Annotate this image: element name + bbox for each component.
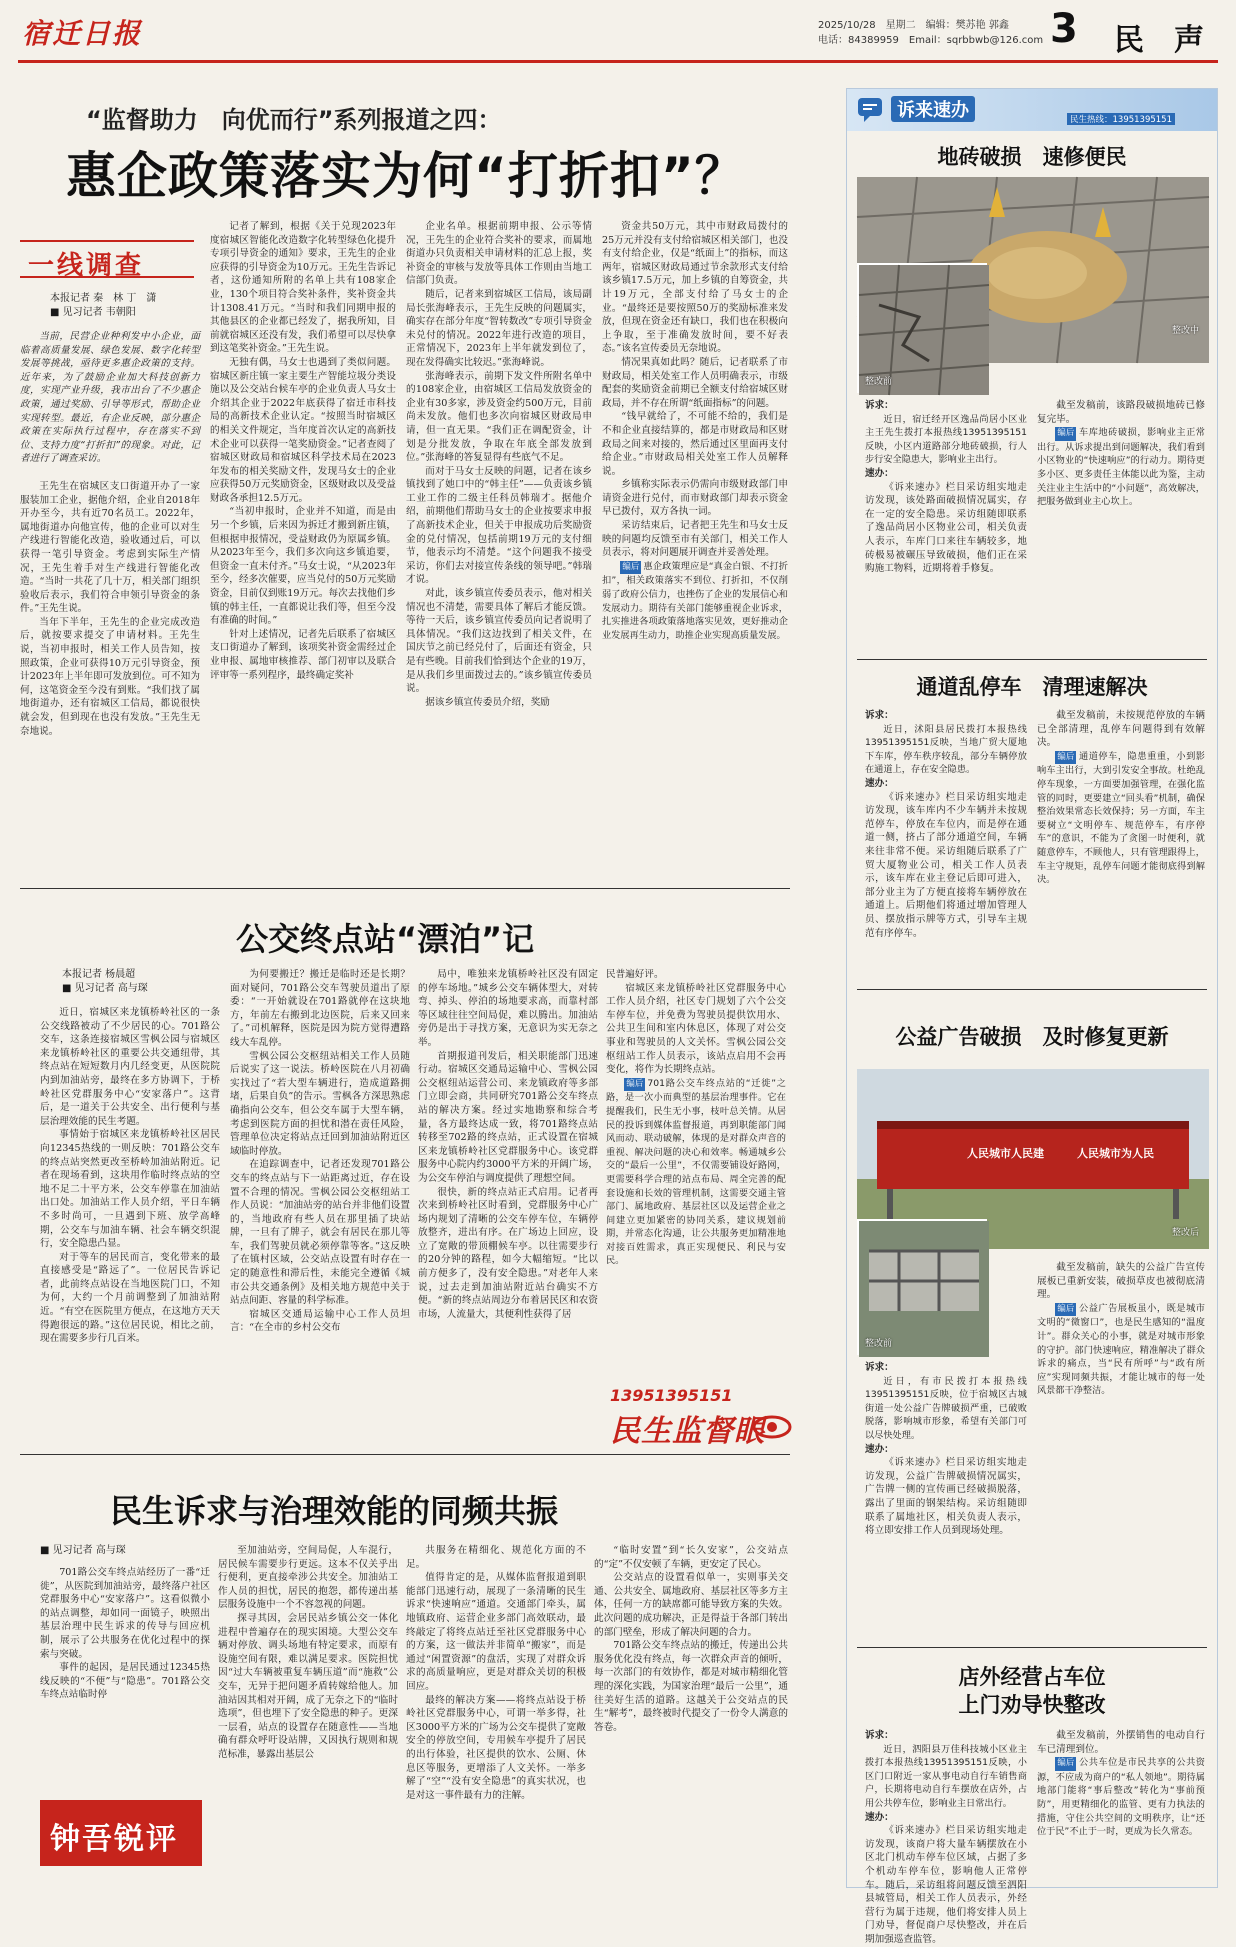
- paragraph: 企业名单。根据前期申报、公示等情况，王先生的企业符合奖补的要求，而属地街道办只负责相关申请材料的汇总上报，奖补资金的审核与发放等具体工作则由当地工信部门负责。: [406, 221, 592, 287]
- commentary-col-4: [594, 1544, 788, 1884]
- paragraph: 值得肯定的是，从媒体监督报道到职能部门迅速行动，展现了一条清晰的民生诉求“快速响应”通道。交通部门牵头，属地镇政府、运营企业多部门高效联动，最终敲定了将终点站迁至社区党群服务中心的方案，这一做法并非简单“搬家”，而是通过“闲置资源”的盘活，实现了对群众诉求的高质量响应，更是对群众关切的积极回应。: [406, 1572, 586, 1692]
- paragraph: “临时安置”到“长久安家”，公交站点的“定”不仅安顿了车辆，更安定了民心。: [594, 1545, 788, 1570]
- paragraph: 为何要搬迁？搬迁是临时还是长期？面对疑问，701路公交车驾驶员道出了原委：“一开始就设在701路就停在这块地方，年前左右搬到北边医院，后来又回来了。”司机解释，医院是因为院方觉得遭路线大车乱停。: [230, 969, 410, 1048]
- paragraph: 情况果真如此吗？随后，记者联系了市财政局，相关处室工作人员明确表示，市级配套的奖励资金前期已全额支付给宿城区财政局，并不存在所谓“纸面指标”的问题。: [602, 356, 788, 409]
- sidebar-comment: [1037, 750, 1205, 887]
- contact-line: 电话：84389959 Email：sqrbbwb@126.com: [818, 35, 1044, 46]
- sidebar-comment: [1037, 426, 1205, 509]
- editor-comment-text: 惠企政策理应是“真金白银、不打折扣”，相关政策落实不到位、打折扣，不仅削弱了政府公信力，也挫伤了企业的发展信心和发展动力。期待有关部门能够重视企业诉求，扎实推进各项政策落地落实见效，更好推动企业发展再生动力，助推企业实现高质量发展。: [602, 560, 788, 641]
- comment-text: 车库地砖破损，影响业主正常出行。从诉求提出到问题解决，我们看到小区物业的“快速响应”的行动力。期待更多小区、更多责任主体能以此为鉴，主动关注业主生活中的“小问题”，高效解决，把服务做到业主心坎上。: [1037, 427, 1205, 508]
- hotline-label: 民生监督眼: [610, 1414, 765, 1449]
- main-col-4: [602, 220, 788, 870]
- paragraph: 公交站点的设置看似单一，实则事关交通、公共安全、属地政府、基层社区等多方主体，任何一方的缺席都可能导致方案的失效。此次问题的成功解决，正是得益于各部门转出的部门壁垒，形成了解决问题的合力。: [594, 1572, 788, 1638]
- paragraph: 事件的起因，是居民通过12345热线反映的“不便”与“隐患”。701路公交车终点站临时停: [40, 1662, 210, 1701]
- paragraph: “当初申报时，企业并不知道，而是由另一个乡镇，后来因为拆迁才搬到新庄镇，但根据申报情况，受益财政仍为原属乡镇。从2023年至今，我们多次向这乡镇追要，但资金一直未付齐。”马女士说，“从2023年至今，经多次催要，应当兑付的50万元奖励资金，目前仅到账19万元。每次去找他们乡镇的韩主任，一直都说让我们等，但至今没有准确的时间。”: [210, 506, 396, 627]
- photo-caption: 整改前: [865, 1339, 893, 1349]
- sidebar-story-2-col-a: [865, 709, 1027, 979]
- editor-comment-text: 701路公交车终点站的“迁徙”之路，是一次小而典型的基层治理事件。它在提醒我们，民生无小事，枝叶总关情。从居民的投诉到媒体监督报道，再到职能部门闻风而动、联动破解，体现的是对群众声音的重视、解决问题的决心和效率。畅通城乡公交的“最后一公里”，不仅需要铺设好路网，更需要科学合理的站点布局、周全完善的配套设施和长效的管理机制，这需要交通主管部门、属地政府、基层社区以及运营企业之间建立更加紧密的协同关系，建议规划前期，并常态化沟通，让公共服务更加精准地对接百姓需求，真正实现便民、利民与安民。: [606, 1077, 786, 1267]
- bus-col-1: [40, 1006, 220, 1444]
- sidebar-story-title: 通道乱停车 清理速解决: [916, 675, 1148, 699]
- comment-text: 公益广告展板虽小，既是城市文明的“微窗口”，也是民生感知的“温度计”。群众关心的小事，就是对城市形象的守护。部门快速响应，精准解决了群众诉求的痛点，当“民有所呼”与“政有所应”实现同频共振，才能让城市的每一处风景都干净整洁。: [1037, 1302, 1205, 1397]
- commentary-col-1: [40, 1566, 210, 1792]
- paragraph: 701路公交车终点站经历了一番“迁徙”，从医院到加油站旁，最终落户社区党群服务中心“安家落户”。这看似微小的站点调整，却如同一面镜子，映照出基层治理中民生诉求的传导与回应机制，展示了公共服务在优化过程中的探索与突破。: [40, 1567, 210, 1660]
- paragraph: 事情始于宿城区来龙镇桥岭社区居民向12345热线的一则反映：701路公交车的终点站突然更改至桥岭加油站附近。记者在现场看到，这块用作临时终点站的空地不足二十平方米，公交车停靠在加油站出口处。加油站工作人员介绍，平日车辆不多时尚可，一旦遇到下班、放学高峰期，公交车与加油车辆、社会车辆交织混行，安全隐患凸显。: [40, 1129, 220, 1250]
- photo-billboard-before: [857, 1219, 987, 1355]
- sidebar-divider: [857, 1647, 1207, 1648]
- appeal-label: 诉求：: [865, 1730, 894, 1741]
- paragraph: 当年下半年，王先生的企业完成改造后，就按要求提交了申请材料。王先生说，当初申报时，相关工作人员告知，按照政策，企业可获得10万元引导资金，预计2023年上半年即可发放到位。可不知为何，这笔资金至今没有到账。“我们找了属地街道办，还有宿城区工信局，都说很快就会发，但到现在也没有发放。”王先生无奈地说。: [20, 616, 200, 737]
- paragraph: 资金共50万元，其中市财政局拨付的25万元并没有支付给宿城区相关部门，也没有支付给企业，仅是“纸面上”的指标，而这两年，宿城区财政局通过节余款形式支付给该乡镇17.5万元，加上乡镇的自筹资金，共计19万元，全部支付给了马女士的企业。“最终还是要按照50万的奖励标准来发放，但现在资金还有缺口，我们也在积极向上争取，至于准确发放时间，要不好表态。”该名宣传委员无奈地说。: [602, 221, 788, 355]
- paragraph: 据该乡镇宣传委员介绍，奖励: [425, 696, 550, 708]
- headline: 惠企政策落实为何“打折扣”？: [66, 147, 746, 205]
- sidebar-banner-title: 诉来速办: [891, 96, 975, 122]
- byline-line: ■ 见习记者 高与琛: [62, 983, 148, 994]
- section-name: 民 声: [1114, 23, 1204, 58]
- main-col-1: [20, 330, 200, 870]
- speed-text: 《诉来速办》栏目采访组实地走访发现，该商户将大量车辆摆放在小区北门机动车停车位区域，占据了多个机动车停车位，影响他人正常停车。随后，采访组将问题反馈至泗阳县城管局，相关工作人员表示，外经营行为属于违规，他们将安排人员上门劝导，督促商户尽快整改，并在后期加强巡查监管。: [865, 1825, 1027, 1945]
- eye-icon: [752, 1414, 792, 1440]
- survey-badge-text: 一线调查: [28, 251, 145, 281]
- bus-story-title: 公交终点站“漂泊”记: [236, 920, 535, 958]
- result-text: 截至发稿前，该路段破损地砖已修复完毕。: [1037, 400, 1205, 425]
- paragraph: 无独有偶，马女士也遇到了类似问题。宿城区新庄镇一家主要生产智能垃圾分类设施以及公交站台候车亭的企业负责人马女士介绍其企业于2022年底获得了宿迁市科技局的高新技术企业认定。“按照当时宿城区的相关文件规定，当年度首次认定的高新技术企业可以获得一笔奖励资金。”记者查阅了宿城区财政局和宿城区科学技术局在2023年发布的相关奖励文件，发现马女士的企业应获得50万元奖励资金，区级财政以及受益财政各承担12.5万元。: [210, 356, 396, 504]
- speed-label: 速办：: [865, 777, 894, 789]
- appeal-text: 近日，泗阳县万佳科技城小区业主拨打本报热线13951395151反映，小区门口附近一家从事电动自行车销售商户，长期将电动自行车摆放在店外，占用公共停车位，影响业主日常出行。: [865, 1743, 1027, 1809]
- sidebar-banner-sub: 民生热线：13951395151: [1067, 113, 1175, 125]
- speed-label: 速办：: [865, 1443, 894, 1455]
- comment-text: 公共车位是市民共享的公共资源，不应成为商户的“私人领地”。期待属地部门能将“事后整改”转化为“事前预防”，用更精细化的监管、更有力执法的措施，守住公共空间的文明秩序，让“还位于民”不止于一时，更成为长久常态。: [1037, 1757, 1205, 1838]
- paragraph: 宿城区交通局运输中心工作人员坦言：“在全市的乡村公交布: [230, 1308, 410, 1334]
- commentary-title: 民生诉求与治理效能的同频共振: [110, 1492, 559, 1530]
- main-col-3: [406, 220, 592, 870]
- section-divider: [20, 1454, 790, 1455]
- photo-caption: 整改前: [865, 377, 893, 387]
- paragraph: 随后，记者来到宿城区工信局，该局副局长张海峰表示，王先生反映的问题属实，确实存在部分年度“智转数改”专项引导资金未兑付的情况。2022年进行改造的项目，正常情况下，2023年上半年就发到位了，现在发得确实比较迟。”张海峰说。: [406, 288, 592, 368]
- paragraph: 最终的解决方案——将终点站设于桥岭社区党群服务中心，可谓一举多得，社区3000平方米的广场为公交车提供了宽敞安全的停放空间，专用候车亭提升了居民的出行体验，社区提供的饮水、公厕、休息区等服务，更增添了人文关怀。一举多解了“空”“没有安全隐患”的真实状况，也是对这一事件最有力的注解。: [406, 1694, 586, 1801]
- result-text: 截至发稿前，缺失的公益广告宣传展板已重新安装，破损草皮也被彻底清理。: [1037, 1262, 1205, 1301]
- sidebar-divider: [857, 659, 1207, 660]
- appeal-text: 近日，有市民拨打本报热线13951395151反映，位于宿城区古城街道一处公益广告牌破损严重，已破败脱落，影响城市形象，希望有关部门可以尽快处理。: [865, 1375, 1027, 1441]
- paragraph: 局中，唯独来龙镇桥岭社区没有固定的停车场地。”城乡公交车辆体型大，对转弯、掉头、停泊的场地要求高，而靠村部等区域往往空间局促，难以腾出。加油站旁仍是出于寻找方案，无意识为实无奈之举。: [418, 969, 598, 1048]
- sidebar-comment: [1037, 1756, 1205, 1839]
- photo-caption: 整改中: [1171, 326, 1199, 336]
- paragraph: 宿城区来龙镇桥岭社区党群服务中心工作人员介绍，社区专门规划了六个公交车停车位，并免费为驾驶员提供饮用水、公共卫生间和室内休息区，体现了对公交事业和驾驶员的人文关怀。雪枫公园公交枢纽站工作人员表示，该站点启用不会再变化，将作为长期终点站。: [606, 982, 786, 1076]
- paragraph: 在追踪调查中，记者还发现701路公交车的终点站与下一站距离过近，存在设置不合理的情况。雪枫公园公交枢纽站工作人员说：“加油站旁的站台并非他们设置的，当地政府有些人员在那里插了块站牌，一旦有了牌子，就会有居民在那儿等车，我们驾驶员就必须停靠等客。”这反映了在镇村区域，公交站点设置有时存在一定的随意性和滞后性，未能完全遵循《城市公共交通条例》及相关地方规范中关于站点间距、容量的科学标准。: [230, 1159, 410, 1307]
- appeal-label: 诉求：: [865, 1362, 894, 1373]
- editor-comment-tag: 编后: [624, 1078, 645, 1092]
- sidebar-story-3-col-b: [1037, 1261, 1205, 1637]
- paragraph: 乡镇称实际表示仍需向市级财政部门申请资金进行兑付，而市财政部门却表示资金早已拨付，双方各执一词。: [602, 479, 788, 518]
- commentary-col-2: [218, 1544, 398, 1884]
- paragraph: 很快，新的终点站正式启用。记者再次来到桥岭社区时看到，党群服务中心广场内规划了清晰的公交车停车位，车辆停放整齐，进出有序。在广场边上回应，设立了宽敞的带顶棚候车亭。以往需要步行的20分钟的路程，如今大幅缩短。“比以前方便多了，没有安全隐患。”对老年人来说，过去走到加油站附近站台确实不方便。“新的终点站周边分布着居民区和农资市场，人流量大，其便利性获得了居: [418, 1186, 598, 1320]
- comment-tag: 编后: [1055, 751, 1076, 765]
- commentary-byline: ■ 见习记者 高与琛: [40, 1545, 126, 1556]
- comment-tag: 编后: [1055, 1303, 1076, 1317]
- result-text: 截至发稿前，未按规范停放的车辆已全部清理，乱停车问题得到有效解决。: [1037, 710, 1205, 749]
- paragraph: 首期报道刊发后，相关职能部门迅速行动。宿城区交通局运输中心、雪枫公园公交枢纽站运营公司、来龙镇政府等多部门立即会商，共同研究701路公交车终点站的解决方案。经过实地勘察和综合考量，各方最终达成一致，将701路终点站转移至702路的终点站，正式设置在宿城区来龙镇桥岭社区党群服务中心。该党群服务中心院内约3000平方米的开阔广场，为公交车停泊与调度提供了理想空间。: [418, 1050, 598, 1184]
- paragraph: 王先生在宿城区支口街道开办了一家服装加工企业，据他介绍，企业自2018年开办至今，共有近70名员工。2022年，属地街道办向他宣传，他的企业可以对生产线进行智能化改造，验收通过后，可以获得一笔引导资金。考虑到实际生产情况，王先生着手对生产线进行智能化改造。“当时一共花了几十万，相关部门组织验收后表示，我们符合申领引导资金的条件。”王先生说。: [20, 480, 200, 615]
- byline-line: 本报记者 杨晨超: [62, 969, 136, 980]
- editor-comment: [602, 560, 788, 643]
- result-text: 截至发稿前，外摆销售的电动自行车已清理到位。: [1037, 1730, 1205, 1755]
- paragraph: 至加油站旁，空间局促，人车混行，居民候车需要步行更远。这本不仅关乎出行便利，更直接牵涉公共安全。加油站工作人员的担忧，居民的抱怨，都传递出基层服务设施中一个不容忽视的问题。: [218, 1545, 398, 1611]
- paragraph: 701路公交车终点站的搬迁，传递出公共服务优化没有终点，每一次群众声音的倾听，每一次部门的有效协作，都是对城市精细化管理的深化实践，为国家治理“最后一公里”，通往美好生活的道路。这越关于公交站点的民生“解考”，最终被时代提交了一份令人满意的答卷。: [594, 1640, 788, 1733]
- editor-comment-tag: 编后: [620, 561, 641, 575]
- speech-icon: [857, 97, 883, 123]
- hotline-badge: [606, 1384, 790, 1449]
- speed-text: 《诉来速办》栏目采访组实地走访发现，公益广告牌破损情况属实，广告牌一侧的宣传画已经破损脱落，露出了里面的钢架结构。采访组随即联系了属地社区，相关负责人表示，将立即安排工作人员到现场处理。: [865, 1457, 1027, 1537]
- hotline-number: 13951395151: [610, 1386, 733, 1405]
- main-byline: [50, 292, 200, 320]
- section-divider: [20, 888, 790, 889]
- sidebar: [846, 88, 1218, 1945]
- survey-badge: [20, 240, 194, 281]
- masthead-rule: [18, 60, 1218, 63]
- newspaper-logo: 宿迁日报: [22, 17, 143, 50]
- byline-line: ■ 见习记者 韦朝阳: [50, 307, 136, 318]
- bus-col-3: [418, 968, 598, 1444]
- series-title: “监督助力 向优而行”系列报道之四：: [86, 106, 502, 134]
- date-line: 2025/10/28 星期二 编辑：樊苏艳 郭鑫: [818, 20, 1009, 31]
- sidebar-banner: [847, 89, 1217, 131]
- bus-byline: [62, 968, 212, 996]
- speed-text: 《诉来速办》栏目采访组实地走访发现，该处路面破损情况属实，存在一定的安全隐患。采访组随即联系了逸品尚居小区物业公司，相关负责人表示，车库门口来往车辆较多，地砖极易被碾压导致破损，他们正在采购施工物料，近期将着手修复。: [865, 481, 1027, 575]
- commentary-badge: [40, 1800, 202, 1866]
- bus-col-4: [606, 968, 786, 1378]
- sidebar-story-4-col-a: [865, 1729, 1027, 1945]
- sidebar-divider: [857, 989, 1207, 990]
- sidebar-story-1-col-b: [1037, 399, 1205, 643]
- billboard-text: 人民城市人民建: [967, 1147, 1044, 1160]
- speed-label: 速办：: [865, 467, 894, 479]
- appeal-label: 诉求：: [865, 710, 894, 721]
- photo-caption: 整改后: [1171, 1228, 1199, 1238]
- paragraph: 近日，宿城区来龙镇桥岭社区的一条公交线路被动了不少居民的心。701路公交车，这条连接宿城区雪枫公园与宿城区来龙镇桥岭社区的重要公共交通纽带，其终点站在短短数月内几经变更，从医院院内到加油站旁，最终在多方协调下，于桥岭社区党群服务中心“安家落户”。这背后，是一道关于公共安全、出行便利与基层治理效能的民生考题。: [40, 1007, 220, 1127]
- speed-label: 速办：: [865, 1811, 894, 1823]
- paragraph: 张海峰表示，前期下发文件所附名单中的108家企业，由宿城区工信局发放资金的企业有30多家，涉及资金约500万元，目前尚未发放。他们也多次向宿城区财政局申请，但一直无果。“我们正在调配资金，计划是分批发放，争取在年底全部发放到位。”张海峰的答复显得有些底气不足。: [406, 370, 592, 464]
- paragraph: 对此，该乡镇宣传委员表示，他对相关情况也不清楚，需要具体了解后才能反馈。等待一天后，该乡镇宣传委员向记者说明了具体情况。“我们这边找到了相关文件，在国庆节之前已经兑付了，后面还有资金，只是有些晚。目前我们恰到达个企业的19万，是从我们乡里面拨过去的。”该乡镇宣传委员说。: [406, 588, 592, 695]
- paragraph: 采访结束后，记者把王先生和马女士反映的问题均反馈至市有关部门，相关工作人员表示，将对问题展开调查并妥善处理。: [602, 520, 788, 559]
- sidebar-story-4-col-b: [1037, 1729, 1205, 1885]
- bus-editor-comment: [606, 1077, 786, 1268]
- paragraph: 民普遍好评。: [606, 969, 664, 980]
- paragraph: 探寻其因，会居民站乡镇公交一体化进程中普遍存在的现实困境。大型公交车辆对停放、调头场地有特定要求，而原有设施空间有限，难以满足要求。医院担忧因“过大车辆被重复车辆压道”而“施救”公交车，无异于把问题矛盾转嫁给他人。加油站因其相对开阔，成了无奈之下的“临时选项”，但也埋下了安全隐患的种子。更深一层看，站点的设置存在随意性——当地确有群众呼吁设站牌，又因执行规则和规范标准，暴露出基层公: [218, 1612, 398, 1760]
- commentary-badge-text: 钟吾锐评: [50, 1822, 178, 1857]
- paragraph: 记者了解到，根据《关于兑现2023年度宿城区智能化改造数字化转型绿色化提升专项引导资金的通知》要求，王先生的企业应获得的引导资金为10万元。王先生告诉记者，这份通知所附的名单上共有108家企业，130个项目符合奖补条件，奖补资金共计1308.41万元。“当时和我们同期申报的其他县区的企业都已经发了，据我所知，目前就宿城区还没有发，我们希望可以尽快拿到这笔奖补资金。”王先生说。: [210, 221, 396, 355]
- sidebar-story-title: 地砖破损 速修便民: [937, 145, 1127, 169]
- paragraph: “钱早就给了，不可能不给的，我们是不和企业直接结算的，都是市财政局和区财政局之间来对接的，然后通过区里面再支付给企业。”市财政局相关处室工作人员解释说。: [602, 411, 788, 477]
- page-number: 3: [1050, 6, 1078, 52]
- masthead: [0, 0, 1236, 62]
- comment-tag: 编后: [1055, 427, 1076, 441]
- bus-col-2: [230, 968, 410, 1444]
- sidebar-story-title: 公益广告破损 及时修复更新: [895, 1025, 1169, 1049]
- sidebar-story-2-col-b: [1037, 709, 1205, 979]
- photo-floor-before: [857, 263, 987, 393]
- appeal-text: 近日，沭阳县居民拨打本报热线13951395151反映，当地广贸大厦地下车库，停车秩序较乱，部分车辆停放在通道上，存在安全隐患。: [865, 723, 1027, 776]
- byline-line: 本报记者 秦 林 丁 潇: [50, 293, 157, 304]
- paragraph: 雪枫公园公交枢纽站相关工作人员随后说实了这一说法。桥岭医院在八月初确实找过了“若大型车辆进行，造成道路拥堵，后果自负”的告示。雪枫各方深思熟虑确指向公交车，但公交车属于大型车辆，考虑到医院方面的担忧和潜在责任风险，管理单位决定将站点迁回到加油站附近区域临时停放。: [230, 1050, 410, 1157]
- main-col-2: [210, 220, 396, 870]
- paragraph: 对于等车的居民而言，变化带来的最直接感受是“路远了”。一位居民告诉记者，此前终点站设在当地医院门口，不知为何，大约一个月前调整到了加油站附近。“有空在医院里方便点，在这地方天天得跑很远的路。”这位居民说，相比之前，现在需要多步行几百米。: [40, 1251, 220, 1345]
- paragraph: 共服务在精细化、规范化方面的不足。: [406, 1545, 586, 1570]
- billboard-text: 人民城市为人民: [1077, 1147, 1154, 1160]
- sidebar-story-1-col-a: [865, 399, 1027, 643]
- sidebar-comment: [1037, 1302, 1205, 1398]
- paragraph: 而对于马女士反映的问题，记者在该乡镇找到了她口中的“韩主任”——负责该乡镇工业工作的二级主任科员韩瑞才。据他介绍，前期他们帮助马女士的企业按要求申报了高新技术企业，但关于申报成功后奖励资金的兑付情况，包括前期19万元的支付细节，他表示均不清楚。“这个问题我不接受采访，你们去对接宣传条线的领导吧。”韩瑞才说。: [406, 465, 592, 586]
- appeal-text: 近日，宿迁经开区逸品尚居小区业主王先生拨打本报热线13951395151反映，小区内道路部分地砖破损，行人步行安全隐患大，影响业主出行。: [865, 413, 1027, 466]
- sidebar-story-3-col-a: [865, 1361, 1027, 1637]
- sidebar-story-title: 店外经营占车位 上门劝导快整改: [958, 1665, 1106, 1717]
- commentary-col-3: [406, 1544, 586, 1884]
- speed-text: 《诉来速办》栏目采访组实地走访发现，该车库内不少车辆并未按规范停车，停放在车位内，而是停在通道一侧，挤占了部分通道空间，车辆来往非常不便。采访组随后联系了广贸大厦物业公司，相关工作人员表示，该车库在业主登记后即可进入，部分业主为了方便直接将车辆停放在通道上。后期他们将通过增加管理人员、摆放指示牌等方式，引导车主规范有序停车。: [865, 791, 1027, 939]
- lead-paragraph: 当前，民营企业种利发中小企业，面临着高质量发展、绿色发展、数字化转型发展等挑战，亟待更多惠企政策的支持。近年来，为了鼓励企业加大科技创新力度，实现产业升级，我市出台了不少惠企政策，通过奖励、引导等形式，帮助企业实现转型。最近，有企业反映，部分惠企政策在实际执行过程中，存在落实不到位、支持力度“打折扣”的现象。对此，记者进行了调查采访。: [20, 331, 200, 465]
- comment-text: 通道停车，隐患重重，小到影响车主出行，大到引发安全事故。杜绝乱停车现象，一方面要加强管理，在强化监管的同时，更要建立“回头看”机制，确保整治效果常态长效保持；另一方面，车主要树立“文明停车、规范停车，有序停车”的意识，不能为了贪图一时便利，就随意停车，不顾他人，只有管理跟得上，车主守规矩，乱停车问题才能彻底得到解决。: [1037, 750, 1205, 886]
- appeal-label: 诉求：: [865, 400, 894, 411]
- paragraph: 针对上述情况，记者先后联系了宿城区支口街道办了解到，该项奖补资金需经过企业申报、属地审核推荐、部门初审以及联合评审等一系列程序，最终确定奖补: [210, 628, 396, 681]
- comment-tag: 编后: [1055, 1757, 1076, 1771]
